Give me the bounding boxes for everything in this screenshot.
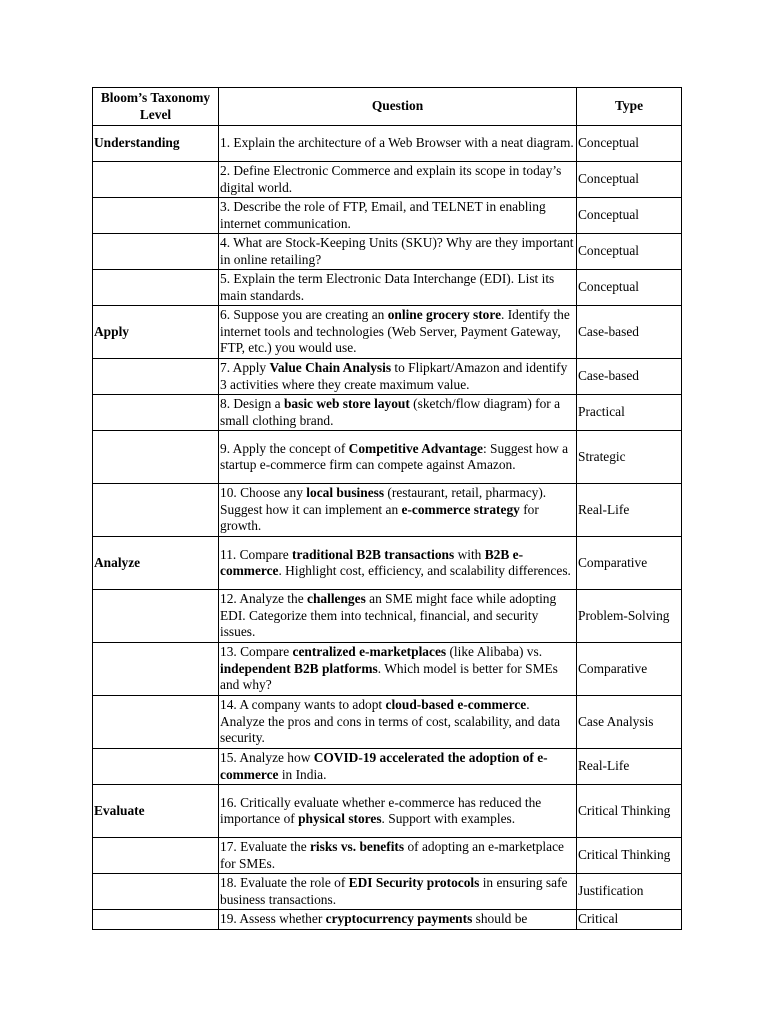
question-cell <box>219 749 577 785</box>
question-cell <box>219 359 577 395</box>
question-text: 14. A company wants to adopt <box>220 697 386 713</box>
type-cell: Conceptual <box>577 162 682 198</box>
question-text: in India. <box>278 766 327 782</box>
question-cell <box>219 838 577 874</box>
table-row <box>93 838 682 874</box>
level-cell <box>93 198 219 234</box>
question-text: . Analyze the pros and cons in terms of cost, scalability, and data security. <box>220 697 561 746</box>
question-text: (like Alibaba) vs. <box>446 644 543 660</box>
type-cell: Conceptual <box>577 234 682 270</box>
question-cell <box>219 590 577 643</box>
question-text: 1. Explain the architecture of a Web Browser with a neat diagram. <box>220 135 574 151</box>
question-bold-text: Competitive Advantage <box>348 440 483 456</box>
table-body <box>93 126 682 930</box>
type-cell: Practical <box>577 395 682 431</box>
type-cell: Critical Thinking <box>577 785 682 838</box>
table-row <box>93 395 682 431</box>
level-cell <box>93 838 219 874</box>
question-text: 5. Explain the term Electronic Data Interchange (EDI). List its main standards. <box>220 271 555 303</box>
question-text: 12. Analyze the <box>220 591 308 607</box>
question-text: 19. Assess whether <box>220 911 326 926</box>
question-bold-text: basic web store layout <box>283 396 410 411</box>
question-text: an SME might face while adopting EDI. Categorize them into technical, financial, and security issues. <box>220 591 557 640</box>
table-row <box>93 270 682 306</box>
table-row <box>93 590 682 643</box>
level-cell: Understanding <box>93 126 219 162</box>
type-cell: Strategic <box>577 431 682 484</box>
question-text: 15. Analyze how <box>220 750 314 765</box>
header-type: Type <box>577 88 682 126</box>
question-cell <box>219 484 577 537</box>
question-cell <box>219 306 577 359</box>
question-bold-text: risks vs. benefits <box>309 839 405 854</box>
type-cell: Case Analysis <box>577 696 682 749</box>
question-text: 16. Critically evaluate whether e-commerce has reduced the importance of <box>220 794 542 826</box>
question-text: 6. Suppose you are creating an <box>220 307 388 323</box>
type-cell: Comparative <box>577 643 682 696</box>
type-cell: Critical Thinking <box>577 838 682 874</box>
question-bold-text: cloud-based e-commerce <box>385 697 527 713</box>
type-cell: Real-Life <box>577 749 682 785</box>
level-cell <box>93 359 219 395</box>
level-cell <box>93 874 219 910</box>
question-text: . Which model is better for SMEs and why? <box>220 660 558 693</box>
table-header-row <box>93 88 682 126</box>
question-text: (restaurant, retail, pharmacy). Suggest how it can implement an <box>220 485 547 517</box>
question-text: 10. Choose any <box>220 485 307 501</box>
table-row <box>93 696 682 749</box>
question-text: 11. Compare <box>220 546 293 562</box>
type-cell: Case-based <box>577 306 682 359</box>
question-bold-text: B2B e-commerce <box>220 546 524 578</box>
type-cell: Case-based <box>577 359 682 395</box>
table-row <box>93 431 682 484</box>
level-cell <box>93 234 219 270</box>
question-bold-text: cryptocurrency payments <box>325 911 473 926</box>
question-cell <box>219 126 577 162</box>
question-cell <box>219 643 577 696</box>
question-cell <box>219 270 577 306</box>
level-cell: Evaluate <box>93 785 219 838</box>
question-cell <box>219 537 577 590</box>
level-cell <box>93 910 219 930</box>
question-text: 9. Apply the concept of <box>220 440 349 456</box>
question-cell <box>219 431 577 484</box>
question-text: 8. Design a <box>220 396 284 411</box>
type-cell: Real-Life <box>577 484 682 537</box>
question-text: 13. Compare <box>220 644 293 660</box>
question-bold-text: centralized e-marketplaces <box>292 644 447 660</box>
question-text: 4. What are Stock-Keeping Units (SKU)? Why are they important in online retailing? <box>220 235 574 267</box>
table-row <box>93 910 682 930</box>
table-row <box>93 537 682 590</box>
level-cell <box>93 590 219 643</box>
header-question: Question <box>219 88 577 126</box>
question-bold-text: COVID-19 accelerated the adoption of e-commerce <box>220 750 548 782</box>
type-cell: Conceptual <box>577 270 682 306</box>
table-row <box>93 785 682 838</box>
level-cell: Apply <box>93 306 219 359</box>
question-text: for growth. <box>220 501 539 534</box>
type-cell: Critical <box>577 910 682 930</box>
question-text: with <box>454 546 485 562</box>
question-text: to Flipkart/Amazon and identify 3 activities where they create maximum value. <box>220 360 568 392</box>
level-cell <box>93 431 219 484</box>
question-text: of adopting an e-marketplace for SMEs. <box>220 839 564 871</box>
question-bold-text: Value Chain Analysis <box>269 360 392 375</box>
table-row <box>93 359 682 395</box>
question-text: . Support with examples. <box>381 811 516 826</box>
level-cell <box>93 696 219 749</box>
question-text: 17. Evaluate the <box>220 839 310 854</box>
table-row <box>93 874 682 910</box>
level-cell <box>93 162 219 198</box>
type-cell: Problem-Solving <box>577 590 682 643</box>
table-row <box>93 306 682 359</box>
question-cell <box>219 198 577 234</box>
type-cell: Conceptual <box>577 126 682 162</box>
table-row <box>93 484 682 537</box>
question-cell <box>219 162 577 198</box>
question-cell <box>219 910 577 930</box>
level-cell <box>93 643 219 696</box>
question-text: . Highlight cost, efficiency, and scalability differences. <box>278 563 571 578</box>
table-row <box>93 126 682 162</box>
question-bold-text: independent B2B platforms <box>220 660 378 676</box>
table-row <box>93 162 682 198</box>
level-cell <box>93 484 219 537</box>
table-row <box>93 198 682 234</box>
question-text: in ensuring safe business transactions. <box>220 875 568 907</box>
question-text: 18. Evaluate the role of <box>220 875 349 890</box>
level-cell <box>93 749 219 785</box>
question-text: . Identify the internet tools and technologies (Web Server, Payment Gateway, FTP, etc.) you would use. <box>220 307 570 356</box>
question-cell <box>219 874 577 910</box>
table-row <box>93 749 682 785</box>
question-bold-text: local business <box>306 485 385 501</box>
level-cell: Analyze <box>93 537 219 590</box>
question-bold-text: traditional B2B transactions <box>292 546 455 562</box>
question-cell <box>219 696 577 749</box>
question-bold-text: e-commerce strategy <box>401 501 520 517</box>
table-row <box>93 234 682 270</box>
header-level: Bloom’s Taxonomy Level <box>93 88 219 126</box>
level-cell <box>93 270 219 306</box>
question-text: 2. Define Electronic Commerce and explain its scope in today’s digital world. <box>220 163 562 195</box>
question-text: 3. Describe the role of FTP, Email, and TELNET in enabling internet communication. <box>220 199 546 231</box>
table-row <box>93 643 682 696</box>
type-cell: Conceptual <box>577 198 682 234</box>
question-text: (sketch/flow diagram) for a small clothing brand. <box>220 396 561 428</box>
question-cell <box>219 395 577 431</box>
question-bold-text: online grocery store <box>387 307 502 323</box>
level-cell <box>93 395 219 431</box>
question-text: should be <box>472 911 528 926</box>
question-cell <box>219 234 577 270</box>
question-bold-text: physical stores <box>298 811 382 826</box>
question-cell <box>219 785 577 838</box>
question-bold-text: challenges <box>307 591 366 607</box>
question-bold-text: EDI Security protocols <box>348 875 480 890</box>
question-text: 7. Apply <box>220 360 270 375</box>
bloom-taxonomy-question-table <box>92 87 682 930</box>
type-cell: Comparative <box>577 537 682 590</box>
question-text: : Suggest how a startup e-commerce firm can compete against Amazon. <box>220 440 569 472</box>
type-cell: Justification <box>577 874 682 910</box>
